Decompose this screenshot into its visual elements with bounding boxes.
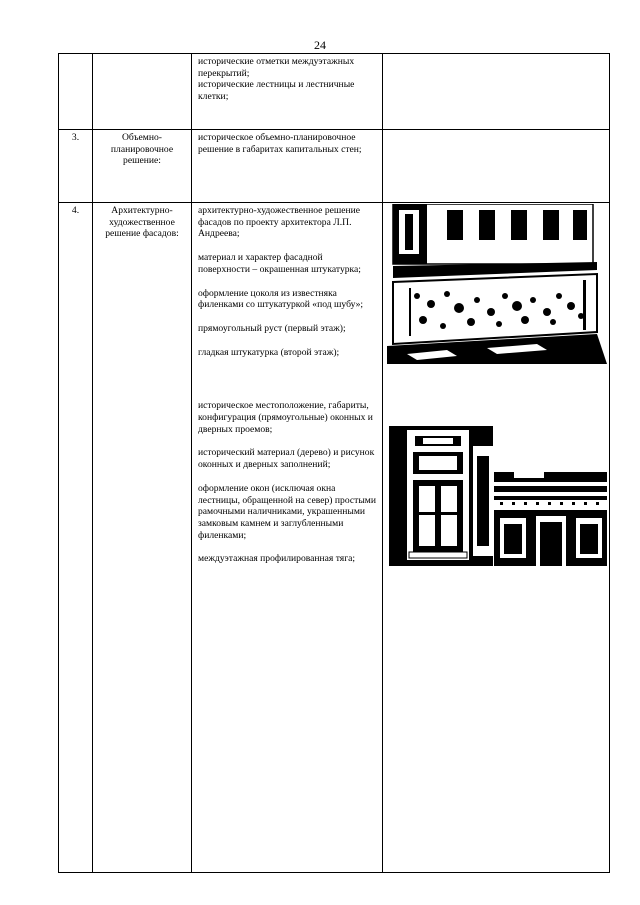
photo-cell: [383, 54, 610, 130]
description-item: исторический материал (дерево) и рисунок оконных и дверных заполнений;: [198, 447, 375, 471]
page-number: 24: [314, 38, 326, 52]
cornice-detail-photo: [494, 472, 607, 566]
feature-name: Объемно-планировочное решение:: [93, 130, 192, 203]
feature-name: [93, 54, 192, 130]
description-item: прямоугольный руст (первый этаж);: [198, 322, 346, 334]
table-row: [59, 130, 610, 203]
protection-subject-table: [58, 53, 610, 873]
row-number: [59, 54, 93, 130]
feature-description: [192, 130, 383, 203]
photo-cell: [383, 130, 610, 203]
description-item: оформление окон (исключая окна лестницы, обращенной на север) простыми рамочными наличниками, украшенными замковым камнем и заглубленными филенками;: [198, 482, 376, 541]
facade-corner-photo: [387, 204, 607, 364]
description-item: историческое местоположение, габариты, конфигурация (прямоугольные) оконных и дверных проемов;: [198, 400, 373, 435]
description-item: материал и характер фасадной поверхности – окрашенная штукатурка;: [198, 252, 361, 275]
feature-name: Архитектурно-художественное решение фасадов:: [93, 203, 192, 873]
feature-description: [192, 54, 383, 130]
window-detail-photo: [389, 426, 493, 566]
description-item: гладкая штукатурка (второй этаж);: [198, 346, 340, 358]
row-number: 3.: [59, 130, 93, 203]
feature-description: [192, 203, 383, 873]
description-item: архитектурно-художественное решение фасадов по проекту архитектора Л.П. Андреева;: [198, 205, 361, 240]
description-item: исторические отметки междуэтажных перекрытий;: [198, 56, 355, 79]
description-item: междуэтажная профилированная тяга;: [198, 553, 356, 565]
table-row: [59, 54, 610, 130]
description-item: оформление цоколя из известняка филенками со штукатуркой «под шубу»;: [198, 287, 364, 311]
description-item: исторические лестницы и лестничные клетки;: [198, 79, 355, 103]
description-item: историческое объемно-планировочное решение в габаритах капитальных стен;: [198, 132, 362, 155]
row-number: 4.: [59, 203, 93, 873]
